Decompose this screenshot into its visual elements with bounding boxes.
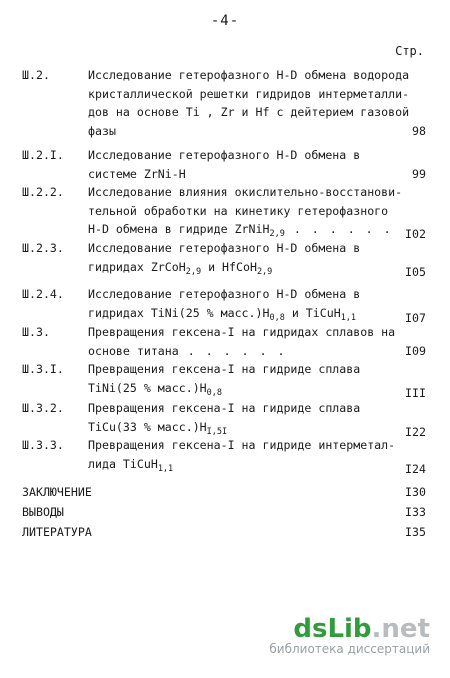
toc-page-number: I07 [405,310,426,325]
final-entry-page: I33 [405,505,426,519]
final-entry-label: ЗАКЛЮЧЕНИЕ [22,485,92,499]
toc-title-line: Превращения гексена-I на гидридах сплавов на [88,325,396,339]
toc-section-title [88,360,392,402]
toc-title-line: лида TiCuH$_{1,1}$ [88,456,174,474]
toc-section-title [88,436,396,478]
toc-title-line: гидридах TiNi(25 % $масс.)H_{0,8}$ и TiCuH$_{1,1}$ [88,305,357,323]
toc-entry [22,436,426,478]
toc-title-line: TiNi(25 % $масс.)H_{0,8}$ [88,380,223,398]
toc-title-line: Исследование гетерофазного H-D обмена в [88,241,361,255]
toc-section-number: Ш.2.4. [22,287,64,301]
toc-entry [22,66,426,140]
final-entry [22,505,426,519]
watermark [269,614,430,656]
toc-title-line: тельной обработки на кинетику гетерофазного [88,203,389,218]
final-entry-label: ЛИТЕРАТУРА [22,525,92,539]
toc-page-number: I22 [405,424,426,439]
toc-section-number: Ш.2. [22,68,50,82]
toc-section-title [88,399,392,441]
leader-dots: . . . . . . [178,343,287,358]
toc-title-line: Превращения гексена-I на гидриде сплава [88,362,361,376]
final-entry-label: ВЫВОДЫ [22,505,64,519]
toc-title-line: Исследование гетерофазного H-D обмена в [88,287,361,301]
toc-title-line: кристаллической решетки гидридов интерметалли- [88,86,410,101]
toc-entry [22,183,426,244]
toc-page-number: 98 [412,123,426,138]
toc-section-number: Ш.3.2. [22,401,64,415]
page-number: -4- [210,13,240,29]
toc-title-line: основе титана . . . . . . [88,343,287,358]
toc-title-line: гидридах ZrCoH$_{2,9}$ и HfCoH$_{2,9}$ [88,259,273,277]
final-entry [22,485,426,499]
toc-entry [22,239,426,281]
toc-entry [22,285,426,327]
toc-entry [22,360,426,402]
toc-title-line: дов на основе Ti , Zr и Hf с дейтерием газовой [88,105,410,119]
toc-section-number: Ш.3. [22,325,50,339]
toc-section-title [88,323,396,360]
toc-title-line: H-D обмена в гидриде ZrNiH$_{2,9}$ . . . . . . [88,222,393,239]
toc-section-title [88,66,410,140]
toc-section-number: Ш.2.3. [22,241,64,255]
toc-title-line: фазы [88,123,116,138]
toc-section-title [88,146,392,183]
toc-title-line: Превращения гексена-I на гидриде интерметал- [88,438,396,452]
toc-entry [22,399,426,441]
toc-section-title [88,183,403,244]
toc-section-title [88,239,392,281]
leader-dots: . . . . . . [284,222,393,236]
toc-title-line: Исследование гетерофазного H-D обмена в [88,148,361,162]
toc-page-number: 99 [412,166,426,181]
toc-section-number: Ш.2.2. [22,185,64,199]
toc-section-number: Ш.3.I. [22,362,64,376]
toc-title-line: Исследование гетерофазного H-D обмена водорода [88,68,410,82]
toc-title-line: TiCu(33 % $масс.)H_{I,5I}$ [88,419,228,437]
toc-section-number: Ш.3.3. [22,438,64,452]
toc-section-number: Ш.2.I. [22,148,64,162]
toc-title-line: Превращения гексена-I на гидриде сплава [88,401,361,415]
toc-title-line: Исследование влияния окислительно-восстанови- [88,185,403,199]
toc-page-number: I02 [405,227,426,241]
page-column-header: Стр. [395,44,424,58]
final-entry-page: I35 [405,525,426,539]
toc-page-number: I09 [405,343,426,358]
toc-title-line: системе ZrNi-H [88,166,186,181]
watermark-caption: библиотека диссертаций [269,642,430,656]
toc-page-number: I24 [405,461,426,476]
watermark-logo: dsLib.net [293,614,430,644]
toc-entry [22,323,426,360]
toc-section-title [88,285,392,327]
toc-page-number: III [405,385,426,400]
final-entry-page: I30 [405,485,426,499]
toc-entry [22,146,426,183]
toc-page-number: I05 [405,264,426,279]
final-entry [22,525,426,539]
